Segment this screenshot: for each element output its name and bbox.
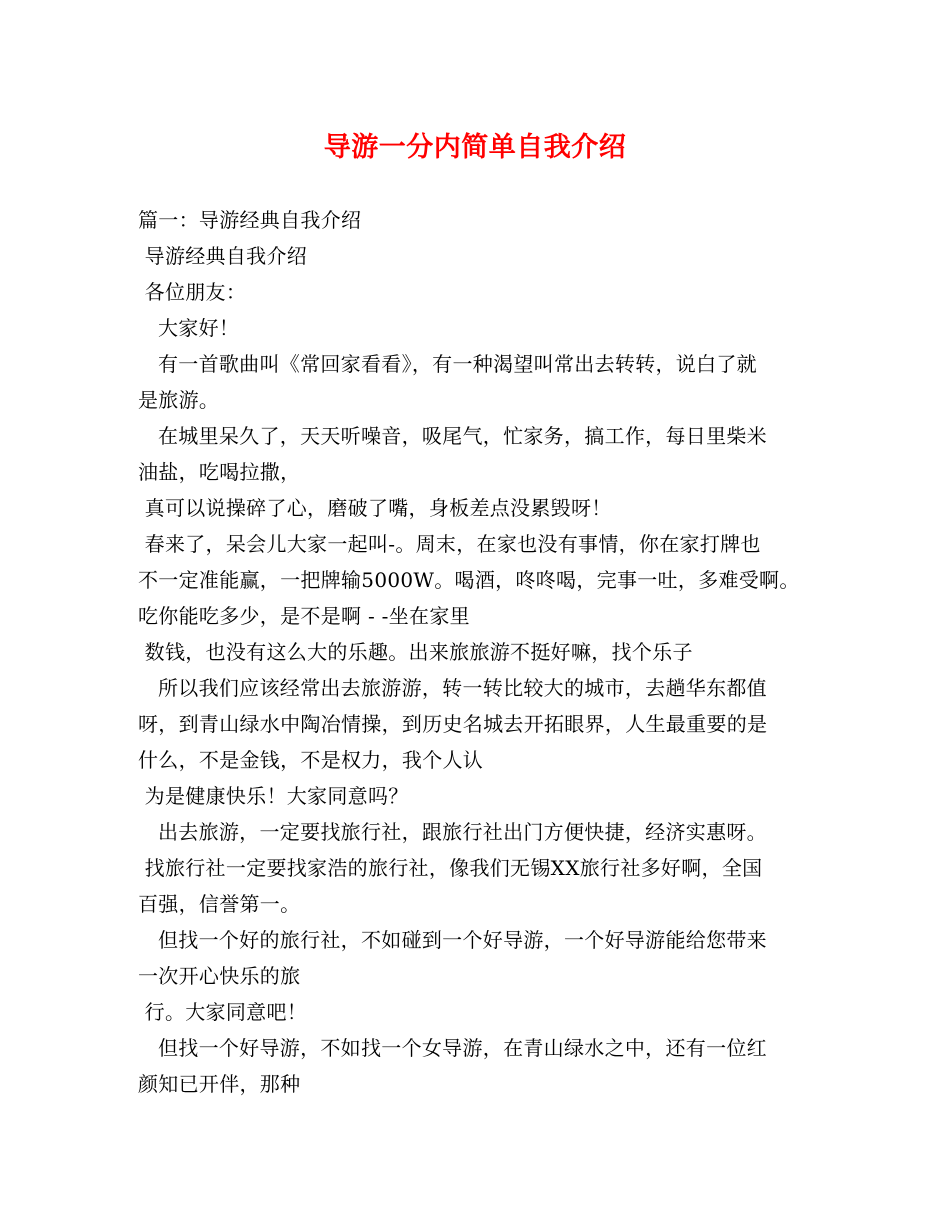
- body-line: 所以我们应该经常出去旅游游，转一转比较大的城市，去趟华东都值: [138, 676, 767, 700]
- body-line: 是旅游。: [138, 388, 220, 412]
- body-line: 篇一：导游经典自我介绍: [138, 208, 362, 232]
- body-line: 导游经典自我介绍: [138, 244, 308, 268]
- body-line: 春来了，呆会儿大家一起叫-。周末，在家也没有事情，你在家打牌也: [138, 532, 761, 556]
- body-line: 各位朋友：: [138, 280, 247, 304]
- body-line: 行。大家同意吧！: [138, 1000, 308, 1024]
- body-line: 颜知已开伴，那种: [138, 1072, 301, 1096]
- body-line: 油盐，吃喝拉撒，: [138, 460, 301, 484]
- document-body: [138, 202, 818, 1102]
- body-line: 百强，信誉第一。: [138, 892, 301, 916]
- body-line: 为是健康快乐！大家同意吗？: [138, 784, 409, 808]
- body-line: 但找一个好导游，不如找一个女导游，在青山绿水之中，还有一位红: [138, 1036, 767, 1060]
- body-line: 数钱，也没有这么大的乐趣。出来旅旅游不挺好嘛，找个乐子: [138, 640, 693, 664]
- body-line: 找旅行社一定要找家浩的旅行社，像我们无锡XX旅行社多好啊，全国: [138, 856, 763, 880]
- body-line: 吃你能吃多少，是不是啊 - -坐在家里: [138, 604, 470, 628]
- body-line: 有一首歌曲叫《常回家看看》，有一种渴望叫常出去转转，说白了就: [138, 352, 757, 376]
- body-line: 什么，不是金钱，不是权力，我个人认: [138, 748, 484, 772]
- document-title: 导游一分内简单自我介绍: [323, 132, 627, 163]
- body-line: 一次开心快乐的旅: [138, 964, 301, 988]
- body-line: 出去旅游，一定要找旅行社，跟旅行社出门方便快捷，经济实惠呀。: [138, 820, 767, 844]
- body-line: 在城里呆久了，天天听噪音，吸尾气，忙家务，搞工作，每日里柴米: [138, 424, 767, 448]
- body-line: 呀，到青山绿水中陶冶情操，到历史名城去开拓眼界，人生最重要的是: [138, 712, 768, 736]
- body-line: 但找一个好的旅行社，不如碰到一个好导游，一个好导游能给您带来: [138, 928, 767, 952]
- body-line: 不一定准能赢，一把牌输5000W。喝酒，咚咚喝，完事一吐，多难受啊。: [138, 568, 800, 592]
- body-line: 大家好！: [138, 316, 240, 340]
- body-line: 真可以说操碎了心，磨破了嘴，身板差点没累毁呀！: [138, 496, 612, 520]
